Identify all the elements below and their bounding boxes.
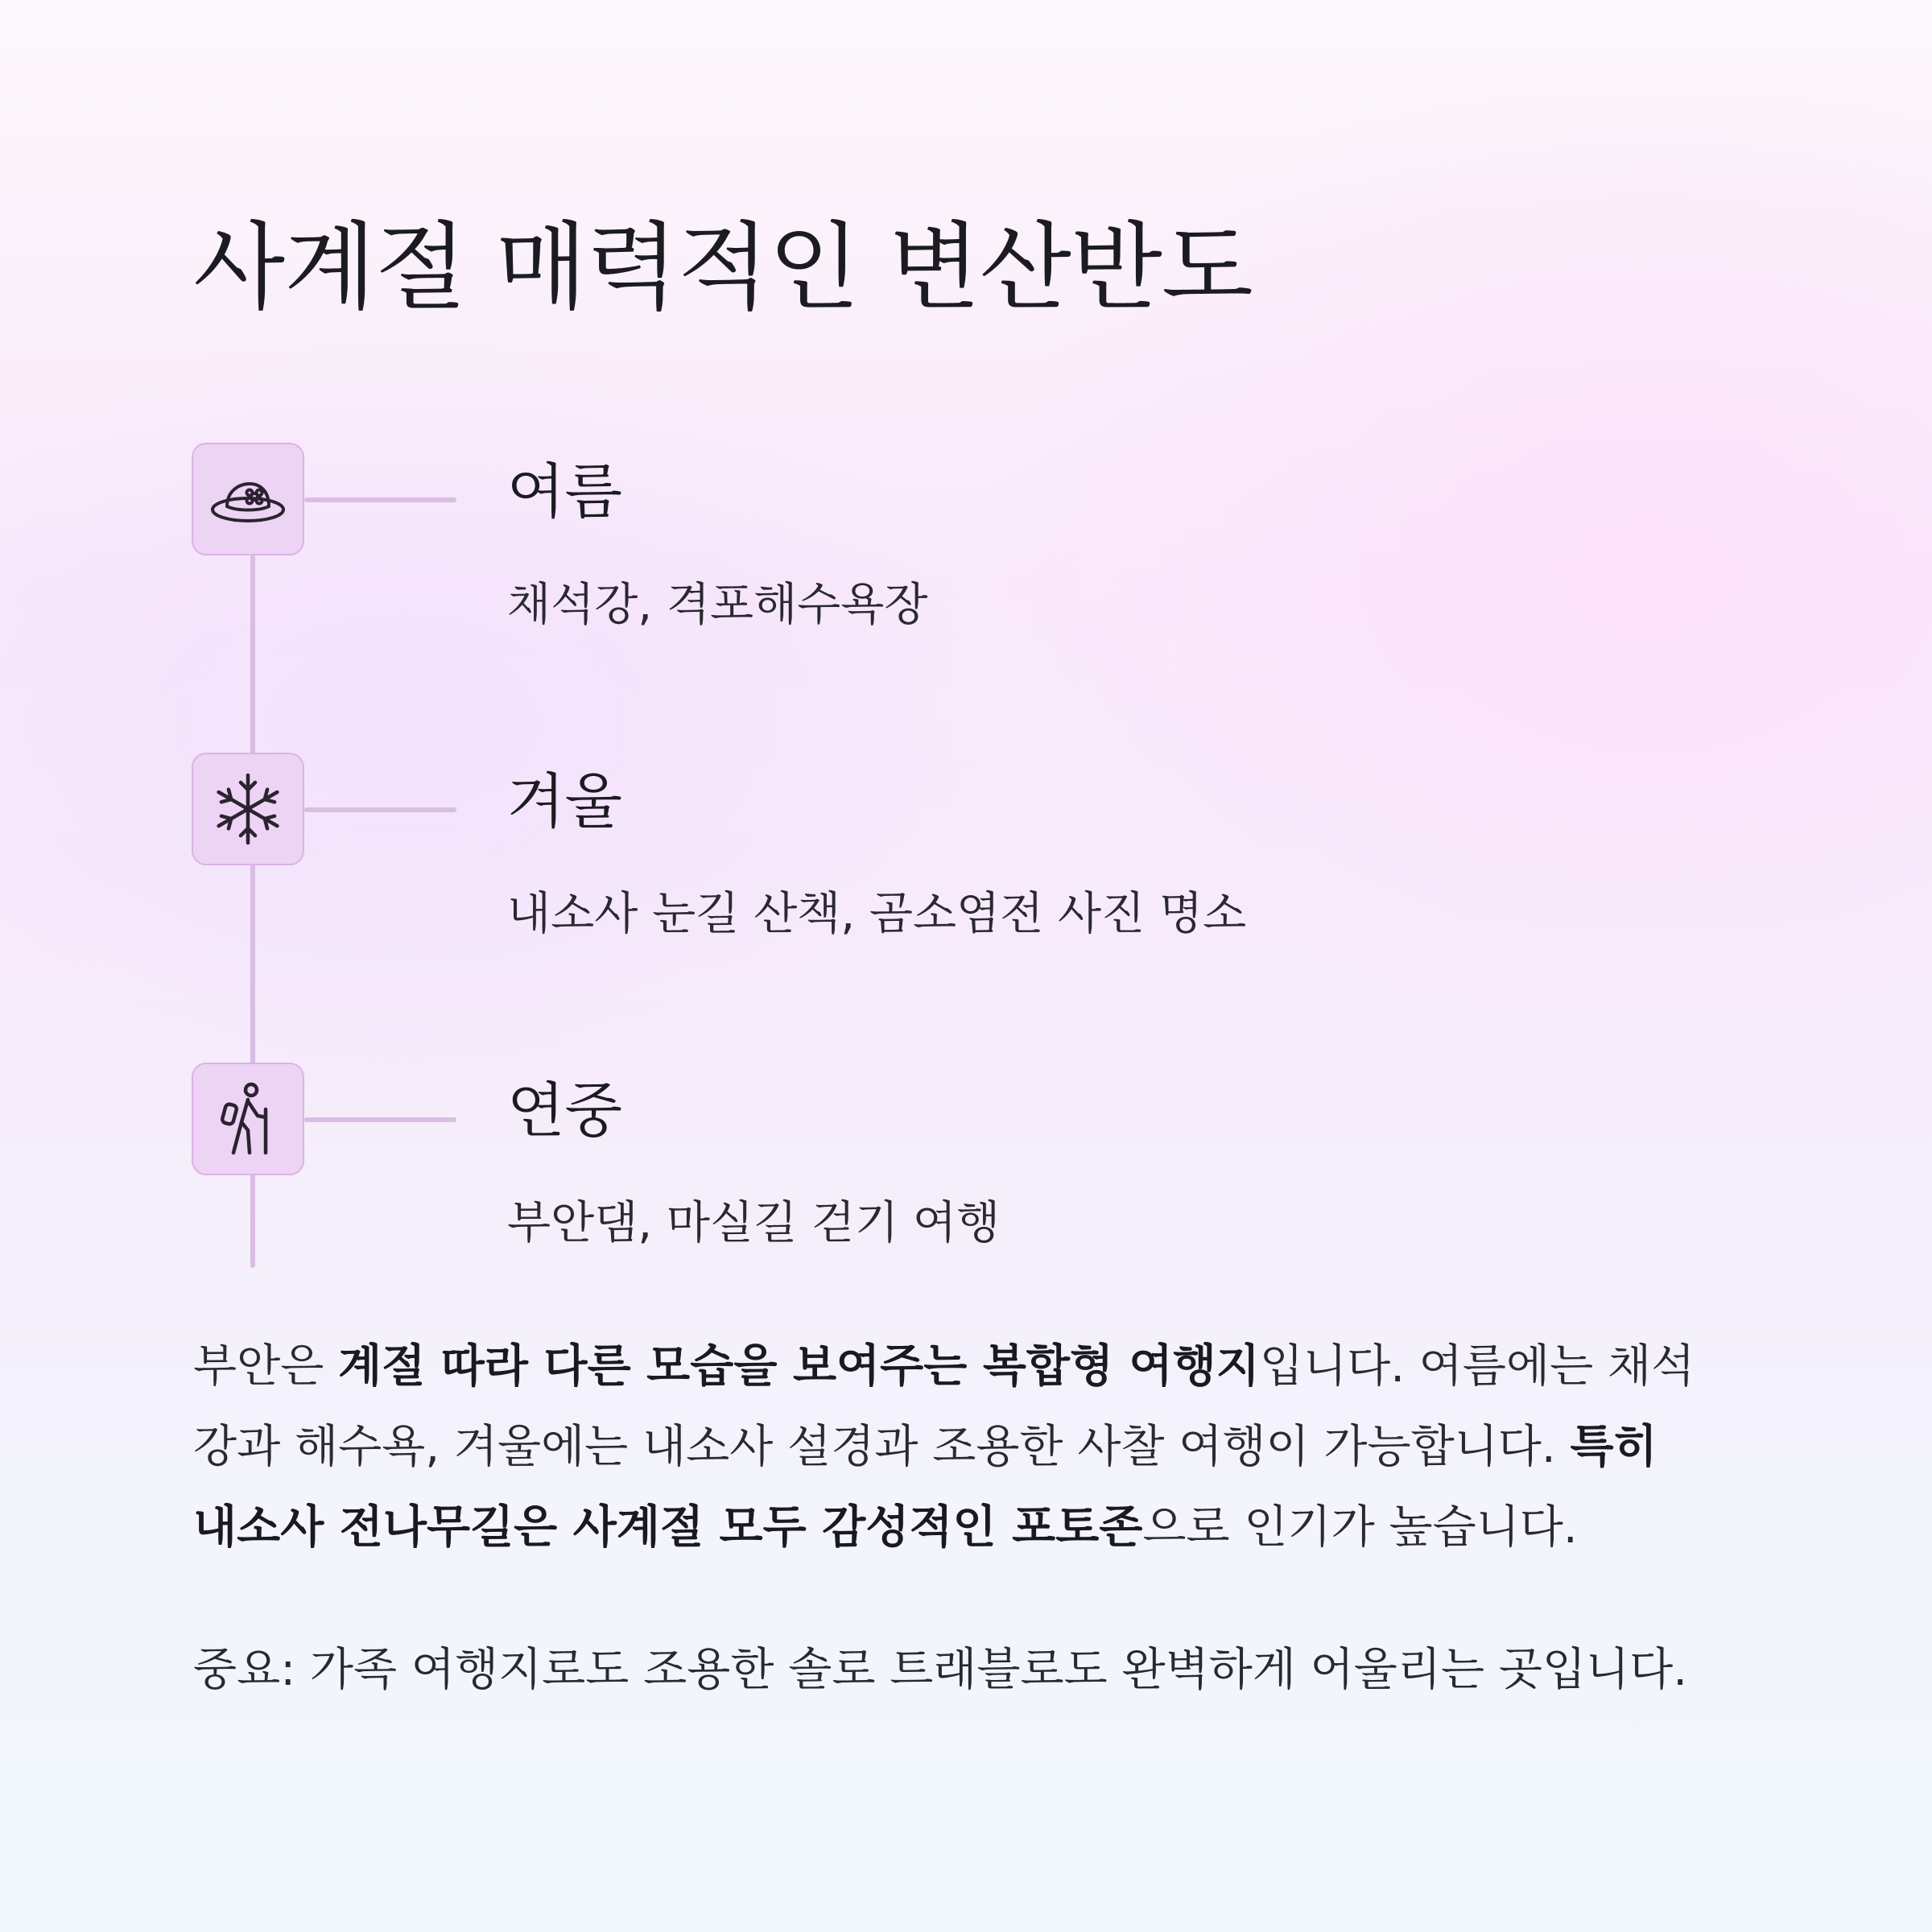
season-desc-summer: 채석강, 격포해수욕장	[507, 579, 928, 631]
season-title-winter: 겨울	[507, 767, 622, 836]
important-note: 중요: 가족 여행지로도 조용한 솔로 트래블로도 완벽하게 어울리는 곳입니다.	[193, 1644, 1688, 1696]
highlight-text: 특히	[1570, 1421, 1657, 1473]
yearround-connector	[304, 1117, 456, 1122]
season-title-summer: 여름	[507, 457, 622, 526]
page-title: 사계절 매력적인 변산반도	[193, 212, 1253, 323]
winter-connector	[304, 807, 456, 812]
paragraph-line-3: 내소사 전나무길은 사계절 모두 감성적인 포토존으로 인기가 높습니다.	[193, 1501, 1578, 1554]
season-desc-yearround: 부안댐, 마실길 걷기 여행	[507, 1197, 1001, 1249]
hat-icon	[208, 471, 288, 527]
highlight-text: 계절 따라 다른 모습을 보여주는 복합형 여행지	[338, 1340, 1260, 1393]
hiker-icon	[216, 1080, 280, 1158]
summer-connector	[304, 497, 456, 502]
season-title-yearround: 연중	[507, 1076, 622, 1146]
season-desc-winter: 내소사 눈길 산책, 곰소염전 사진 명소	[507, 888, 1247, 940]
snowflake-icon	[214, 771, 282, 847]
winter-icon-box	[192, 753, 304, 865]
summer-icon-box	[192, 443, 304, 555]
paragraph-line-2: 강과 해수욕, 겨울에는 내소사 설경과 조용한 사찰 여행이 가능합니다. 특히	[193, 1421, 1657, 1473]
description-paragraph	[193, 1327, 1763, 1568]
yearround-icon-box	[192, 1063, 304, 1175]
paragraph-line-1: 부안은 계절 따라 다른 모습을 보여주는 복합형 여행지입니다. 여름에는 채석	[193, 1340, 1695, 1393]
highlight-text: 내소사 전나무길은 사계절 모두 감성적인 포토존	[193, 1501, 1143, 1554]
